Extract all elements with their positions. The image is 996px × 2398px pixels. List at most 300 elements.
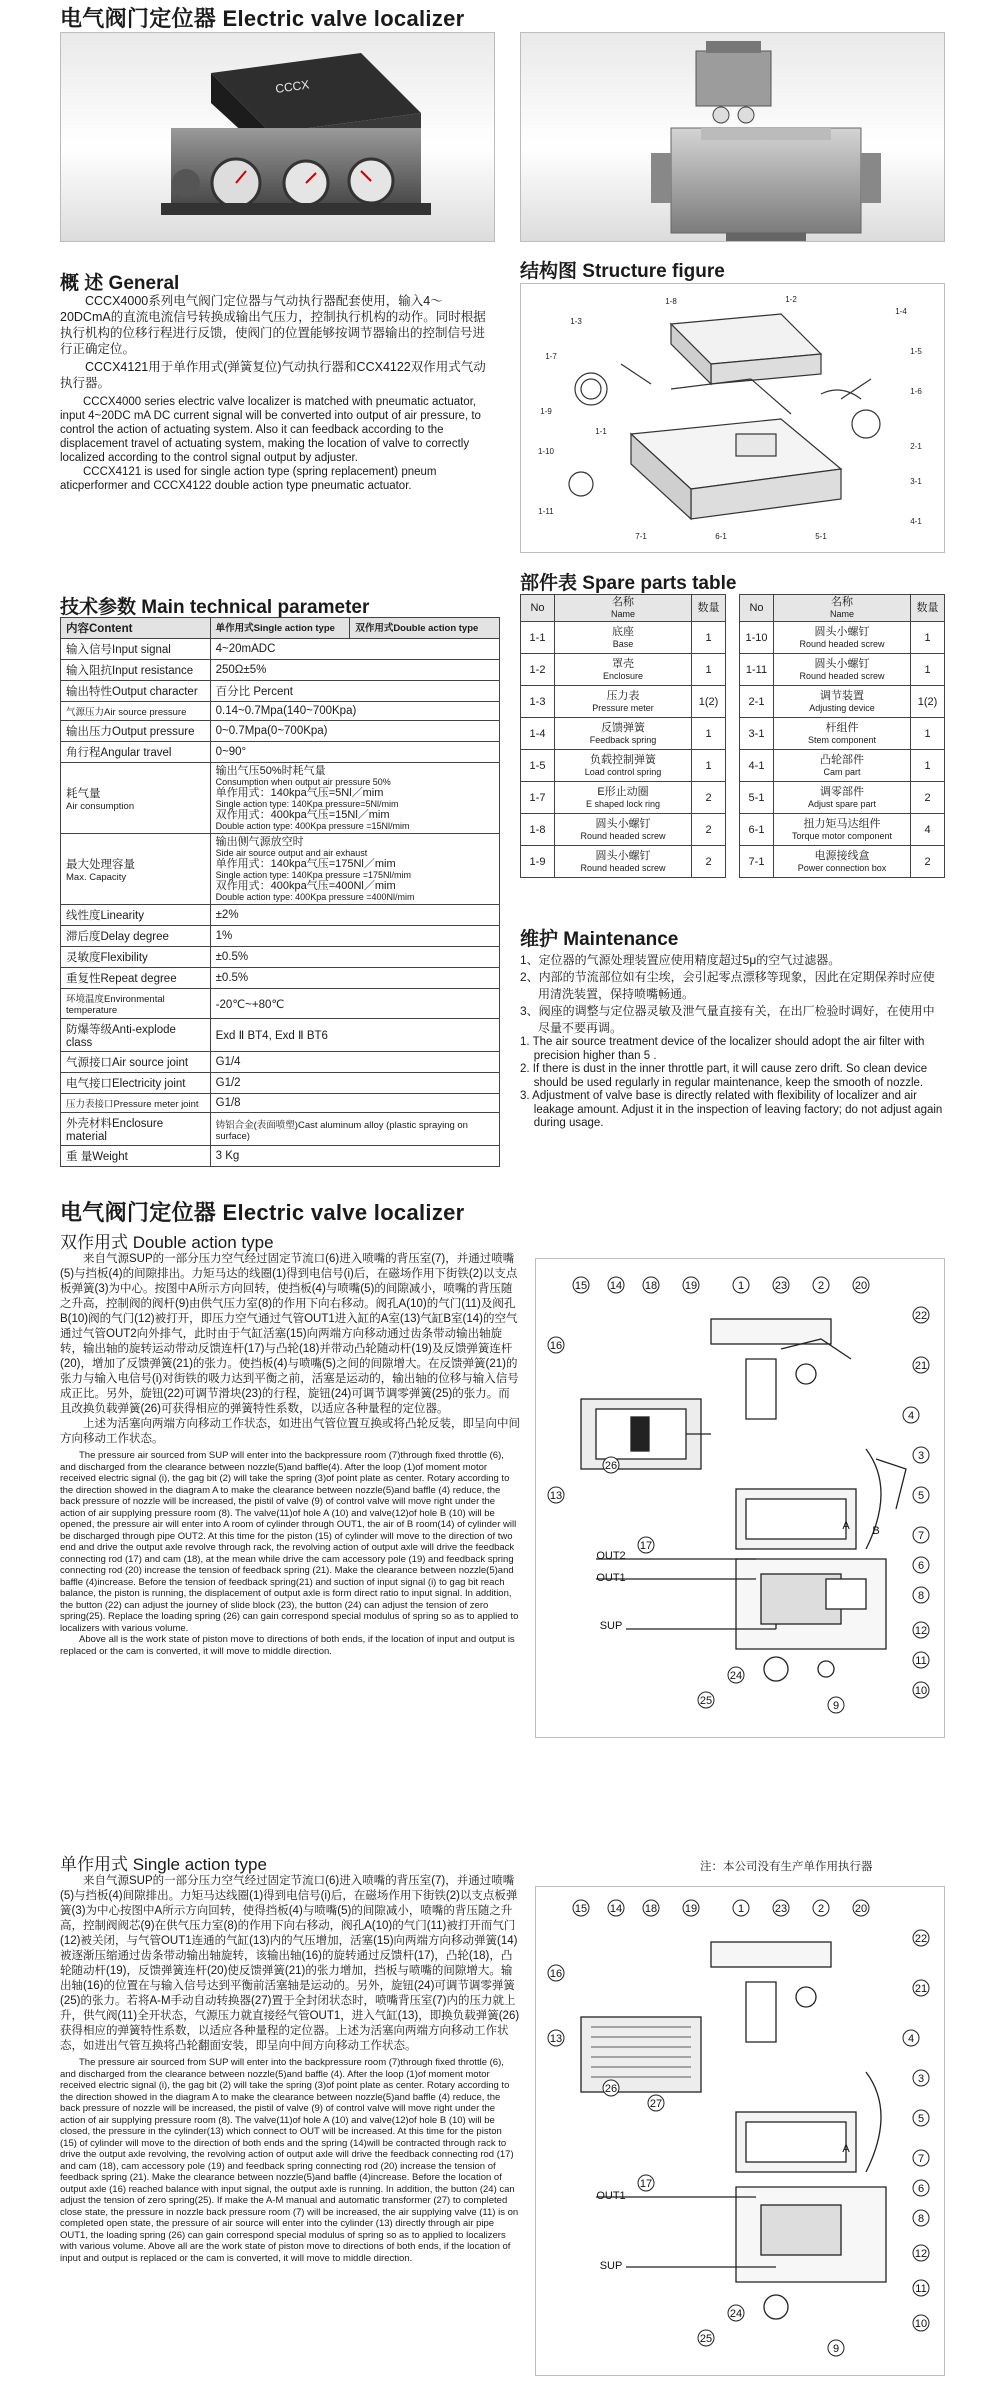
spare-qty: 2 [911,846,945,878]
tech-table [60,617,500,1167]
tech-row-value: Exd Ⅱ BT4, Exd Ⅱ BT6 [210,1019,499,1052]
diagram-label: A [842,1520,850,1532]
spare-qty: 1 [692,654,726,686]
spare-row [521,654,726,686]
tech-row [61,905,500,926]
single-en-paragraph: The pressure air sourced from SUP will enter into the backpressure room (7)through fixed throttle (6), and discharged from the clearance between nozzle(5)and baffle (4). After the loop (1)of moment motor received electric signal (i), the gag bit (2) will take the spring (3)of point plate as center. Rotary according to the direction showed in the diagram A to make the clearance between nozzle(5)and baffle (4) reduce, the back pressure of nozzle will be increased, the pistil of valve (9) of control valve will move right under the action of air supplying pressure room (8). The valve(11)of hole A (10) and valve(12)of hole B (10) will be closed, the pressure in the cylinder(13) which connect to OUT will be increased. At this time for the piston (15) of cylinder will move to the direction of both ends and the spring (14)will be contracted through rack to drive the output axle revolving, the revolving action of output axle will drive the feedback connecting rod (17) and cam (18), cam accessory pole (19) and feedback spring connecting rod (20) increase the tension of feedback spring (21). Make the clearance between nozzle(5)and baffle (4)increase. Before the location of output axle (16) reached balance with input signal, the output axle is running. In addition, the button (24) can adjust the tension of zero spring(25). If make the A-M manual and automatic transformer (27) to completed close state, the pressure in nozzle back pressure room (7) will be increased, the air supplying valve (11) is on completed open state, the pressure of air source will enter into the cylinder (13) directly through air pipe OUT1, the loading spring (26) can gain correspond special modulus of spring so as to applied to localizers with various volume. Above all are the work state of piston move to directions of both ends, if the location of input and output is replaced or the cam is converted, it will move to middle direction. [60,2057,519,2264]
maintenance-cn-list [520,952,945,1037]
tech-row [61,1052,500,1073]
spare-row [740,750,945,782]
tech-row [61,1019,500,1052]
spare-name-cn: 负载控制弹簧 [590,753,656,766]
spare-name [774,718,911,750]
maintenance-heading: 维护 Maintenance [520,929,679,950]
spare-qty: 1 [911,750,945,782]
diagram-label: 13 [549,2033,563,2045]
double-cn-paragraph-2: 上述为活塞向两端方向移动工作状态，如进出气管位置互换或将凸轮反装，即呈向中间方向移动工作状态。 [60,1418,520,1445]
general-en-paragraph-2: CCCX4121 is used for single action type (spring replacement) pneum aticperformer and CCCX4122 double action type pneumatic actuator. [60,466,437,492]
tech-row [61,721,500,742]
spare-row [521,622,726,654]
section-title-mid: 电气阀门定位器 Electric valve localizer [60,1200,465,1225]
tech-row-label: 重复性Repeat degree [61,968,211,989]
diagram-label: 1-10 [537,447,555,456]
diagram-label: 16 [549,1340,563,1352]
general-cn-paragraph-2: CCCX4121用于单作用式(弹簧复位)气动执行器和CCX4122双作用式气动执行器。 [60,360,486,390]
spare-name-en: Power connection box [797,862,887,873]
tech-row-value: ±0.5% [210,947,499,968]
spec-line: Double action type: 400Kpa pressure =400Nl/mim [215,892,415,902]
diagram-label: 18 [644,1280,658,1292]
air-label-en: Air consumption [66,800,135,812]
diagram-label: 22 [914,1310,928,1322]
spare-no: 7-1 [740,846,774,878]
spare-name [555,654,692,686]
spare-header-name-cn: 名称 [831,596,853,608]
spare-header-row [740,595,945,622]
diagram-label: 11 [915,1655,927,1667]
diagram-label: 3-1 [910,477,922,486]
diagram-label: 23 [774,1903,788,1915]
spare-header-row [521,595,726,622]
spare-name-cn: 凸轮部件 [820,753,864,766]
tech-row-value: 0.14~0.7Mpa(140~700Kpa) [210,702,499,721]
diagram-label: 6 [917,1560,925,1572]
spec-line: 输出气压50%时耗气量 [215,765,326,777]
spec-line: 双作用式：400kpa气压=400Nl／mim [215,880,396,892]
diagram-label: 1-9 [540,407,552,416]
spare-qty: 2 [692,814,726,846]
diagram-label: 15 [574,1903,588,1915]
spare-no: 1-7 [521,782,555,814]
spare-name-en: Round headed screw [580,862,666,873]
spare-row [521,718,726,750]
spare-name [774,686,911,718]
diagram-label: 1-5 [910,347,922,356]
actuator-assembly-image [521,33,945,242]
spec-line: 单作用式：140kpa气压=5Nl／mim [215,787,384,799]
diagram-label: 2 [817,1280,825,1292]
diagram-label: OUT1 [596,1572,626,1584]
double-action-diagram [536,1259,945,1738]
spare-no: 3-1 [740,718,774,750]
spare-name-en: Adjust spare part [807,798,877,809]
tech-row [61,660,500,681]
maintenance-en-item: 2. If there is dust in the inner throttle part, it will cause zero drift. So clean device should be used regularly in regular maintenance, keep the smooth of nozzle. [520,1063,928,1089]
tech-row-label: 输入信号Input signal [61,639,211,660]
diagram-label: 9 [832,1700,840,1712]
tech-row-value: 250Ω±5% [210,660,499,681]
spare-header-name-en: Name [610,609,635,619]
tech-row-value: G1/4 [210,1052,499,1073]
tech-row [61,968,500,989]
diagram-label: 17 [639,2178,653,2190]
spare-name-cn: 杆组件 [825,721,859,734]
spare-qty: 2 [692,782,726,814]
structure-figure [520,283,945,553]
page-title: 电气阀门定位器 Electric valve localizer [60,6,465,31]
spare-no: 1-5 [521,750,555,782]
spec-line: Side air source output and air exhaust [215,848,368,858]
tech-row-label: 压力表接口Pressure meter joint [61,1094,211,1113]
tech-header-double: 双作用式Double action type [350,618,500,639]
diagram-label: 1 [737,1903,745,1915]
spare-name-en: Base [612,638,634,649]
diagram-label: 1-8 [665,297,677,306]
spare-no: 2-1 [740,686,774,718]
tech-row-air-consumption [61,763,500,834]
spare-qty: 1(2) [911,686,945,718]
single-action-heading: 单作用式 Single action type [60,1855,267,1874]
diagram-label: 13 [549,1490,563,1502]
tech-row [61,989,500,1019]
diagram-label: 7 [917,1530,925,1542]
spec-line: Single action type: 140Kpa pressure =175Nl/mim [215,870,411,880]
spare-name-cn: 圆头小螺钉 [814,625,870,638]
spare-name-en: Round headed screw [580,830,666,841]
structure-heading: 结构图 Structure figure [520,261,725,282]
tech-row-value: 百分比 Percent [210,681,499,702]
spare-name-cn: E形止动圈 [597,785,649,798]
tech-row-max-capacity [61,834,500,905]
product-photo-right [520,32,945,242]
product-label-text: CCCX [274,77,311,96]
spec-line: Double action type: 400Kpa pressure =15Nl/mim [215,821,410,831]
maintenance-en-item: 1. The air source treatment device of the localizer should adopt the air filter with precision higher than 5 . [520,1036,925,1062]
tech-row-label: 气源压力Air source pressure [61,702,211,721]
diagram-label: 9 [832,2343,840,2355]
diagram-label: 1-1 [595,427,607,436]
diagram-label: 5 [917,1490,925,1502]
maintenance-cn-item: 3、阀座的调整与定位器灵敏及泄气量直接有关，在出厂检验时调好，在使用中尽量不要再调。 [520,1004,935,1035]
spare-qty: 1 [911,654,945,686]
tech-row [61,1073,500,1094]
spare-qty: 4 [911,814,945,846]
diagram-label: 26 [604,2083,618,2095]
tech-row-value: 0~0.7Mpa(0~700Kpa) [210,721,499,742]
diagram-label: 8 [917,2213,925,2225]
spare-name [555,846,692,878]
tech-row-value: 1% [210,926,499,947]
single-action-diagram [536,1887,945,2376]
diagram-label: 12 [914,1625,928,1637]
spare-name [555,718,692,750]
tech-row-value [210,763,499,834]
tech-row [61,702,500,721]
maintenance-cn-item: 2、内部的节流部位如有尘埃，会引起零点漂移等现象，因此在定期保养时应使用清洗装置，保持喷嘴畅通。 [520,970,935,1001]
spare-name-en: Enclosure [602,670,644,681]
spare-qty: 1 [911,718,945,750]
diagram-label: 4-1 [910,517,922,526]
spare-no: 5-1 [740,782,774,814]
double-action-heading: 双作用式 Double action type [60,1233,274,1252]
tech-row-label [61,834,211,905]
spec-line: 单作用式：140kpa气压=175Nl／mim [215,858,396,870]
tech-row [61,639,500,660]
diagram-label: 7-1 [635,532,647,541]
tech-row-label: 气源接口Air source joint [61,1052,211,1073]
single-action-text [60,1874,520,2264]
exploded-view-diagram [521,284,945,553]
tech-row-label [61,763,211,834]
spare-name [774,814,911,846]
spare-qty: 2 [911,782,945,814]
spare-name-cn: 调节装置 [820,689,864,702]
tech-row-label: 灵敏度Flexibility [61,947,211,968]
tech-row-value: 0~90° [210,742,499,763]
spare-name-cn: 调零部件 [820,785,864,798]
diagram-label: 4 [907,1410,915,1422]
spare-no: 1-2 [521,654,555,686]
diagram-label: SUP [599,2260,623,2272]
spare-name-en: Pressure meter [592,702,654,713]
diagram-label: OUT2 [596,1550,626,1562]
diagram-label: 22 [914,1933,928,1945]
spare-header-name [555,595,692,622]
diagram-label: 11 [915,2283,927,2295]
tech-row-label: 环境温度Environmental temperature [61,989,211,1019]
diagram-label: 25 [699,1695,713,1707]
tech-row [61,926,500,947]
spec-line: 双作用式：400kpa气压=15Nl／mim [215,809,390,821]
tech-table-header [61,618,500,639]
spare-name [774,750,911,782]
tech-row-label: 输出压力Output pressure [61,721,211,742]
spare-name-cn: 圆头小螺钉 [595,817,651,830]
tech-row [61,1146,500,1167]
tech-heading: 技术参数 Main technical parameter [60,597,370,618]
spare-name-cn: 罩壳 [612,657,634,670]
spare-header-qty: 数量 [911,595,945,622]
tech-row-value: ±0.5% [210,968,499,989]
spare-header-no: No [740,595,774,622]
spare-name-cn: 扭力矩马达组件 [803,817,881,830]
diagram-label: 26 [604,1460,618,1472]
diagram-label: 20 [854,1280,868,1292]
diagram-label: 27 [649,2098,663,2110]
diagram-label: 1-6 [910,387,922,396]
spare-row [740,686,945,718]
spare-row [521,814,726,846]
tech-row-label: 电气接口Electricity joint [61,1073,211,1094]
spare-header-name-cn: 名称 [612,596,634,608]
spare-name [555,686,692,718]
spare-name [774,654,911,686]
diagram-label: 24 [729,1670,743,1682]
diagram-label: 7 [917,2153,925,2165]
cap-label-en: Max. Capacity [66,871,127,883]
spare-no: 1-1 [521,622,555,654]
spare-qty: 1(2) [692,686,726,718]
spare-name [774,622,911,654]
maintenance-cn-item: 1、定位器的气源处理装置应使用精度超过5μ的空气过滤器。 [520,953,841,967]
spare-row [521,846,726,878]
spare-name-cn: 底座 [612,625,634,638]
diagram-label: 10 [914,1685,928,1697]
diagram-label: 1-2 [785,295,797,304]
spare-row [521,750,726,782]
spare-row [740,846,945,878]
tech-row [61,742,500,763]
spare-name [555,782,692,814]
diagram-label: 15 [574,1280,588,1292]
tech-row-label: 重 量Weight [61,1146,211,1167]
spare-heading: 部件表 Spare parts table [520,573,737,594]
diagram-label: 12 [914,2248,928,2260]
general-en-paragraph-1: CCCX4000 series electric valve localizer is matched with pneumatic actuator, input 4~20DC mA DC current signal will be converted into output of air pressure, to control the action of actuating system. Also it can feedback according to the displacement travel of actuating system, making the location of valve to correctly localized according to the control signal output by adjuster. [60,396,481,464]
tech-row-value: ±2% [210,905,499,926]
diagram-label: 3 [917,2073,925,2085]
double-action-figure [535,1258,945,1738]
tech-row-value: G1/8 [210,1094,499,1113]
single-action-note: 注：本公司没有生产单作用执行器 [700,1861,873,1873]
tech-row-label: 外壳材料Enclosure material [61,1113,211,1146]
diagram-label: 19 [684,1903,698,1915]
spare-name-en: Adjusting device [809,702,875,713]
spare-header-name-en: Name [829,609,854,619]
spare-name-en: Round headed screw [799,670,885,681]
tech-header-single: 单作用式Single action type [210,618,350,639]
spare-row [740,622,945,654]
tech-row-label: 输出特性Output character [61,681,211,702]
spare-name-en: Torque motor component [791,830,893,841]
diagram-label: 21 [914,1360,928,1372]
diagram-label: 18 [644,1903,658,1915]
spare-row [740,654,945,686]
spare-qty: 1 [911,622,945,654]
diagram-label: 24 [729,2308,743,2320]
tech-row-label: 角行程Angular travel [61,742,211,763]
spare-row [521,686,726,718]
general-heading: 概 述 General [60,273,180,294]
diagram-label: 6-1 [715,532,727,541]
spare-name [555,750,692,782]
spare-name-en: Round headed screw [799,638,885,649]
diagram-label: 5 [917,2113,925,2125]
spare-name-cn: 反馈弹簧 [601,721,645,734]
diagram-label: 6 [917,2183,925,2195]
spare-name-en: Stem component [807,734,877,745]
diagram-label: 14 [609,1903,623,1915]
diagram-label: OUT1 [596,2190,626,2202]
diagram-label: B [872,1525,880,1537]
diagram-label: 1-7 [545,352,557,361]
single-cn-paragraph: 来自气源SUP的一部分压力空气经过固定节流口(6)进入喷嘴的背压室(7)，并通过喷嘴(5)与挡板(4)间隙排出。力矩马达线圈(1)得到电信号(i)后，在磁场作用下街铁(2)以支点板弹簧(3)为中心按图中A所示方向回转，使得挡板(4)与喷嘴(5)的间隙减小，喷嘴的背压随之升高，控制阀阀芯(9)在供气压力室(8)的作用下向右移动，阀孔A(10)的气门(11)被打开而气门(12)被关闭，与气管OUT1连通的气缸(13)内的气压增加，活塞(15)向两端方向移动弹簧(14)被逐渐压缩通过齿条带动输出轴旋转，该输出轴(16)的旋转通过反馈杆(17)，凸轮(18)，凸轮随动杆(19)，反馈弹簧连杆(20)使反馈弹簧(21)的张力增加，挡板与喷嘴的间隙增大。输出轴(16)的位置在与输入信号达到平衡前活塞轴是运动的。另外，旋钮(24)可调节调零弹簧(25)的张力。若将A-M手动自动转换器(27)置于全封闭状态时，喷嘴背压室(7)内的压力就上升，供气阀(11)全开状态，气源压力就直接经气管OUT1，进入气缸(13)，即换负载弹簧(26)获得相应的弹簧特性系数，以适应各种量程的定位器。上述为活塞向两端方向移动工作状态，如进出气管互换将凸轮翻面安装，即呈向中间方向移动工作状态。 [60,1875,520,2052]
tech-row [61,1113,500,1146]
diagram-label: 4 [907,2033,915,2045]
diagram-label: 17 [639,1540,653,1552]
spare-name-en: Cam part [823,766,861,777]
diagram-label: 8 [917,1590,925,1602]
tech-row [61,947,500,968]
tech-row [61,1094,500,1113]
cap-label-cn: 最大处理容量 [66,858,135,871]
product-photo-left [60,32,495,242]
diagram-label: 19 [684,1280,698,1292]
spare-name-en: Load control spring [584,766,662,777]
spare-header-qty: 数量 [692,595,726,622]
spare-no: 1-8 [521,814,555,846]
spare-header-name [774,595,911,622]
valve-localizer-image [61,33,495,242]
general-text [60,293,492,493]
spare-name [555,622,692,654]
spare-name [555,814,692,846]
single-action-figure [535,1886,945,2376]
diagram-label: 2-1 [910,442,922,451]
diagram-label: 1 [737,1280,745,1292]
tech-row [61,681,500,702]
diagram-label: 3 [917,1450,925,1462]
diagram-label: 20 [854,1903,868,1915]
spare-row [521,782,726,814]
tech-row-label: 输入阻抗Input resistance [61,660,211,681]
spare-qty: 2 [692,846,726,878]
spare-no: 1-9 [521,846,555,878]
diagram-label: 25 [699,2333,713,2345]
general-cn-paragraph-1: CCCX4000系列电气阀门定位器与气动执行器配套使用，输入4～20DCmA的直流电流信号转换成输出气压力，控制执行机构的动作。同时根据执行机构的位移行程进行反馈，使阀门的位置能够按调节器输出的控制信号进行正确定位。 [60,294,486,356]
double-action-text [60,1252,520,1657]
spare-row [740,782,945,814]
diagram-label: A [842,2143,850,2155]
maintenance-en-list [520,1036,945,1131]
spare-name-en: E shaped lock ring [585,798,661,809]
tech-row-value: 3 Kg [210,1146,499,1167]
spare-no: 1-4 [521,718,555,750]
spare-row [740,814,945,846]
spare-name-cn: 圆头小螺钉 [814,657,870,670]
tech-row-value [210,834,499,905]
spare-name [774,782,911,814]
spare-name-cn: 压力表 [606,689,640,702]
double-cn-paragraph: 来自气源SUP的一部分压力空气经过固定节流口(6)进入喷嘴的背压室(7)，并通过喷嘴(5)与挡板(4)的间隙排出。力矩马达的线圈(1)得到电信号(i)后，在磁场作用下街铁(2)以支点板弹簧(3)为中心。按图中A所示方向回转，使挡板(4)与喷嘴(5)的间隙减小，喷嘴的背压随之升高，控制阀的阀杆(9)由供气压力室(8)的作用下向右移动。阀孔A(10)的气门(11)及阀孔B(10)阀的气门(12)被打开，即压力空气通过气管OUT1进入缸的A室(13)气缸B室(14)的空气通过气管OUT2向外排气，此时由于气缸活塞(15)向两端方向移动通过齿条带动输出轴旋转，输出轴的旋转运动带动反馈连杆(17)与凸轮(18)并带动凸轮随动杆(19)及反馈弹簧连杆(20)，增加了反馈弹簧(21)的张力。使挡板(4)与喷嘴(5)之间的间隙增大。在反馈弹簧(21)的张力与输入电信号(i)对街铁的吸力达到平衡之前，活塞是运动的，输出轴的位移与输入信号成正比。另外，旋钮(22)可调节滑块(23)的行程，旋钮(24)可调节调零弹簧(25)的张力。而且改换负载弹簧(26)可获得相应的弹簧特性系数，以适应各种量程的定位器。 [60,1253,519,1415]
spare-qty: 1 [692,750,726,782]
spare-table-right [739,594,945,878]
diagram-label: 21 [914,1983,928,1995]
tech-row-label: 防爆等级Anti-explode class [61,1019,211,1052]
diagram-label: SUP [599,1620,623,1632]
spare-qty: 1 [692,622,726,654]
diagram-label: 2 [817,1903,825,1915]
air-label-cn: 耗气量 [66,787,101,800]
spec-line: Consumption when output air pressure 50% [215,777,391,787]
spare-no: 1-10 [740,622,774,654]
tech-row-value: 4~20mADC [210,639,499,660]
spec-line: Single action type: 140Kpa pressure=5Nl/mim [215,799,399,809]
tech-row-label: 滞后度Delay degree [61,926,211,947]
spare-qty: 1 [692,718,726,750]
diagram-label: 1-4 [895,307,907,316]
diagram-label: 1-11 [538,507,554,516]
spare-header-no: No [521,595,555,622]
diagram-label: 14 [609,1280,623,1292]
tech-row-value: -20℃~+80℃ [210,989,499,1019]
spare-name-cn: 电源接线盒 [814,849,870,862]
tech-row-value: G1/2 [210,1073,499,1094]
spare-no: 1-3 [521,686,555,718]
tech-row-label: 线性度Linearity [61,905,211,926]
spec-line: 输出侧气源放空时 [215,836,304,848]
spare-name-en: Feedback spring [589,734,657,745]
double-en-paragraph-2: Above all is the work state of piston move to directions of both ends, if the location of input and output is replaced or the cam is converted, it will move to middle direction. [60,1634,515,1657]
tech-header-content: 内容Content [61,618,211,639]
spare-no: 4-1 [740,750,774,782]
spare-name [774,846,911,878]
double-en-paragraph: The pressure air sourced from SUP will enter into the backpressure room (7)through fixed throttle (6), and discharged from the clearance between nozzle(5)and baffle(4). After the loop (1)of moment motor received electric signal (i), the gag bit (2) will take the spring (3)of point plate as center. Rotary according to the direction showed in the diagram A to make the clearance between nozzle(5)and baffle (4) reduce, the back pressure of nozzle will be increased, the pistil of valve (9) of control valve will move right under the action of air supplying pressure room (8). The valve(11)of hole A (10) and valve(12)of hole B (10) will be opened, the pressure air will enter into A room of cylinder through OUT1, the air of B room(14) of cylinder will be discharged through pipe OUT2. At this time for the piston (15) of cylinder will move to the direction of two end and drive the output axle revolve through rack, the revolving action of output axle will drive the feedback connecting rod (17) and cam (18), at the mean while drive the cam accessory pole (19) and feedback spring connecting rod (20) increase the tension of feedback spring (21). Make the clearance between nozzle(5)and baffle (4)increase. Before the tension of feedback spring(21) and suction of input signal (i) to gag bit reach balance, the piston is running, the displacement of output axle is form direct ratio to input signal. In addition, the button (22) can adjust the journey of slide block (23), the button (24) can adjust the tension of zero spring(25). Replace the loading spring (26) can gain correspond special modulus of spring so as to applied to localizers with various volume. [60,1450,519,1634]
spare-no: 1-11 [740,654,774,686]
diagram-label: 23 [774,1280,788,1292]
tech-row-value: 铸铝合金(表面喷塑)Cast aluminum alloy (plastic spraying on surface) [210,1113,499,1146]
diagram-label: 5-1 [815,532,827,541]
